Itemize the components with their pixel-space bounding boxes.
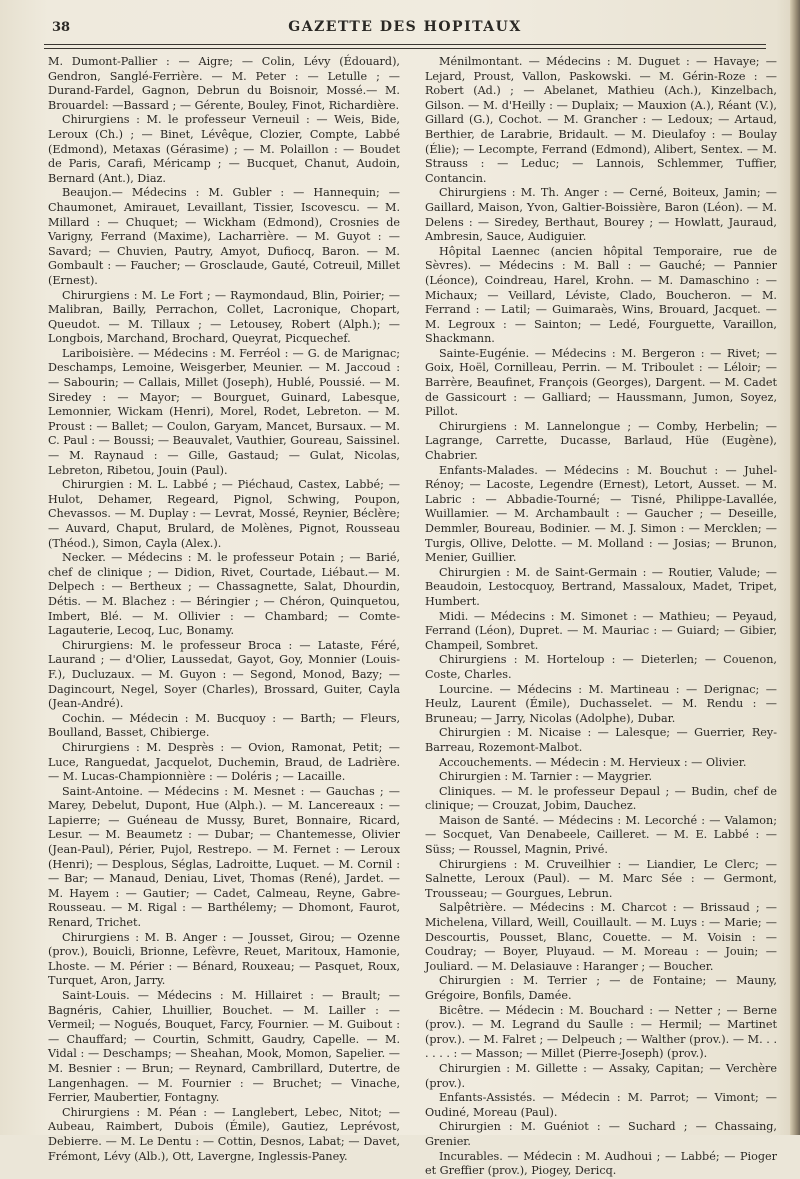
paragraph: Chirurgiens : M. Desprès : — Ovion, Ramonat, Petit; — Luce, Ranguedat, Jacquelot, Duchemin, Braud, de Ladrière. — M. Lucas-Championnière : — Doléris ; — Lacaille. bbox=[48, 740, 400, 784]
paragraph: Chirurgien : M. Nicaise : — Lalesque; — Guerrier, Rey-Barreau, Rozemont-Malbot. bbox=[425, 726, 777, 754]
page-number: 38 bbox=[52, 20, 71, 35]
paragraph: Maison de Santé. — Médecins : M. Lecorché : — Valamon; — Socquet, Van Denabeele, Cailleret. — M. E. Labbé : — Süss; — Roussel, Magnin, Privé. bbox=[425, 813, 777, 857]
paragraph: Chirurgiens : M. Péan : — Langlebert, Lebec, Nitot; — Aubeau, Raimbert, Dubois (Émile), Gautiez, Leprévost, Debierre. — M. Le Dentu : — Cottin, Desnos, Labat; — Davet, Frémont, Lévy (Alb.), Ott, Lavergne, Inglessis-Paney. bbox=[48, 1105, 400, 1163]
paragraph: Chirurgiens : M. Le Fort ; — Raymondaud, Blin, Poirier; — Malibran, Bailly, Perrachon, Collet, Lacronique, Chopart, Queudot. — M. Tillaux ; — Letousey, Robert (Alph.); — Longbois, Marchand, Brochard, Queyrat, Picquechef. bbox=[48, 288, 400, 346]
paragraph: Beaujon.— Médecins : M. Gubler : — Hannequin; — Chaumonet, Amirauet, Levaillant, Tissier, Iscovescu. — M. Millard : — Chuquet; — Wickham (Edmond), Crosnies de Varigny, Ferrand (Maxime), Lacharrière. — M. Guyot : — Savard; — Chuvien, Pautry, Amyot, Dufiocq, Baron. — M. Gombault : — Faucher; — Grosclaude, Gauté, Cotreuil, Millet (Ernest). bbox=[48, 186, 400, 287]
header-rule bbox=[44, 44, 766, 45]
paragraph: Chirurgiens : M. B. Anger : — Jousset, Girou; — Ozenne (prov.), Bouicli, Brionne, Lefèvre, Reuet, Maritoux, Hamonie, Lhoste. — M. Périer : — Bénard, Rouxeau; — Pasquet, Roux, Turquet, Aron, Jarry. bbox=[48, 930, 400, 988]
paragraph: Chirurgien : M. L. Labbé ; — Piéchaud, Castex, Labbé; — Hulot, Dehamer, Regeard, Pignol, Schwing, Poupon, Chevassos. — M. Duplay : — Levrat, Mossé, Reynier, Béclère; — Auvard, Chaput, Brulard, de Molènes, Pignot, Rousseau (Théod.), Simon, Cayla (Alex.). bbox=[48, 478, 400, 550]
running-title: GAZETTE DES HOPITAUX bbox=[288, 19, 522, 35]
paragraph: M. Dumont-Pallier : — Aigre; — Colin, Lévy (Édouard), Gendron, Sanglé-Ferrière. — M. Peter : — Letulle ; — Durand-Fardel, Gagnon, Debrun du Boisnoir, Mossé.— M. Brouardel: —Bassard ; — Gérente, Bouley, Finot, Richardière. bbox=[48, 55, 400, 112]
paragraph: Chirurgiens : M. Th. Anger : — Cerné, Boiteux, Jamin; — Gaillard, Maison, Yvon, Galtier-Boissière, Baron (Léon). — M. Delens : — Siredey, Berthaut, Bourey ; — Howlatt, Jauraud, Ambresin, Sauce, Audiguier. bbox=[425, 186, 777, 244]
left-column bbox=[48, 55, 400, 1164]
paragraph: Salpêtrière. — Médecins : M. Charcot : — Brissaud ; — Michelena, Villard, Weill, Couillault. — M. Luys : — Marie; — Descourtis, Pousset, Blanc, Couette. — M. Voisin : — Coudray; — Boyer, Pluyaud. — M. Moreau : — Jouin; — Jouliard. — M. Delasiauve : Haranger ; — Boucher. bbox=[425, 901, 777, 973]
paragraph: Lourcine. — Médecins : M. Martineau : — Derignac; — Heulz, Laurent (Émile), Duchasselet. — M. Rendu : — Bruneau; — Jarry, Nicolas (Adolphe), Dubar. bbox=[425, 682, 777, 725]
paragraph: Saint-Louis. — Médecins : M. Hillairet : — Brault; — Bagnéris, Cahier, Lhuillier, Bouchet. — M. Lailler : — Vermeil; — Nogués, Bouquet, Farcy, Fournier. — M. Guibout : — Chauffard; — Courtin, Schmitt, Gaudry, Capelle. — M. Vidal : — Deschamps; — Sheahan, Mook, Momon, Sapelier. — M. Besnier : — Brun; — Reynard, Cambrillard, Dutertre, de Langenhagen. — M. Fournier : — Bruchet; — Vinache, Ferrier, Maubertier, Fontagny. bbox=[48, 989, 400, 1105]
paragraph: Necker. — Médecins : M. le professeur Potain ; — Barié, chef de clinique ; — Didion, Rivet, Courtade, Liébaut.— M. Delpech : — Bertheux ; — Chassagnette, Salat, Dhourdin, Détis. — M. Blachez : — Béringier ; — Chéron, Quinquetou, Imbert, Blé. — M. Ollivier : — Chambard; — Comte-Lagauterie, Lecoq, Luc, Bonamy. bbox=[48, 551, 400, 638]
paragraph: Bicêtre. — Médecin : M. Bouchard : — Netter ; — Berne (prov.). — M. Legrand du Saulle : — Hermil; — Martinet (prov.). — M. Falret ; — Delpeuch ; — Walther (prov.). — M. . . . . . . : — Masson; — Millet (Pierre-Joseph) (prov.). bbox=[425, 1003, 777, 1061]
paragraph: Cliniques. — M. le professeur Depaul ; — Budin, chef de clinique; — Crouzat, Jobim, Dauchez. bbox=[425, 784, 777, 813]
paragraph: Chirurgiens : M. Lannelongue ; — Comby, Herbelin; — Lagrange, Carrette, Ducasse, Barlaud, Hüe (Eugène), Chabrier. bbox=[425, 419, 777, 463]
paragraph: Saint-Antoine. — Médecins : M. Mesnet : — Gauchas ; — Marey, Debelut, Dupont, Hue (Alph.). — M. Lancereaux : — Lapierre; — Guéneau de Mussy, Buret, Bonnaire, Ricard, Lesur. — M. Beaumetz : — Dubar; — Chantemesse, Olivier (Jean-Paul), Périer, Pujol, Restrepo. — M. Fernet : — Leroux (Henri); — Desplous, Séglas, Ladroitte, Luquet. — M. Cornil : — Bar; — Manaud, Deniau, Livet, Thomas (René), Jardet. — M. Hayem : — Gautier; — Cadet, Calmeau, Reyne, Gabre-Rousseau. — M. Rigal : — Barthélemy; — Dhomont, Faurot, Renard, Trichet. bbox=[48, 784, 400, 930]
header-rule-thin bbox=[44, 48, 766, 49]
paragraph: Incurables. — Médecin : M. Audhoui ; — Labbé; — Pioger et Greffier (prov.), Piogey, Dericq. bbox=[425, 1149, 777, 1178]
paragraph: Midi. — Médecins : M. Simonet : — Mathieu; — Peyaud, Ferrand (Léon), Dupret. — M. Mauriac : — Guiard; — Gibier, Champeil, Sombret. bbox=[425, 609, 777, 652]
paragraph: Chirurgiens : M. Horteloup : — Dieterlen; — Couenon, Coste, Charles. bbox=[425, 653, 777, 681]
paragraph: Chirurgiens : M. Cruveilhier : — Liandier, Le Clerc; — Salnette, Leroux (Paul). — M. Marc Sée : — Germont, Trousseau; — Gourgues, Lebrun. bbox=[425, 857, 777, 900]
page-header bbox=[44, 14, 766, 40]
paragraph: Chirurgien : M. Terrier ; — de Fontaine; — Mauny, Grégoire, Bonfils, Damée. bbox=[425, 974, 777, 1002]
page-edge-shadow bbox=[790, 0, 800, 1135]
paragraph: Enfants-Malades. — Médecins : M. Bouchut : — Juhel-Rénoy; — Lacoste, Legendre (Ernest), Letort, Ausset. — M. Labric : — Abbadie-Tourné; — Tisné, Philippe-Lavallée, Wuillamier. — M. Archambault : — Gaucher ; — Deseille, Demmler, Boureau, Bodinier. — M. J. Simon : — Mercklen; — Turgis, Ollive, Delotte. — M. Molland : — Josias; — Brunon, Menier, Guillier. bbox=[425, 463, 777, 565]
right-column bbox=[425, 55, 777, 1179]
paragraph: Chirurgiens : M. le professeur Verneuil : — Weis, Bide, Leroux (Ch.) ; — Binet, Lévêque, Clozier, Compte, Labbé (Edmond), Metaxas (Gérasime) ; — M. Polaillon : — Boudet de Paris, Carafi, Méricamp ; — Bucquet, Chanut, Audoin, Bernard (Ant.), Diaz. bbox=[48, 113, 400, 185]
paragraph: Hôpital Laennec (ancien hôpital Temporaire, rue de Sèvres). — Médecins : M. Ball : — Gauché; — Pannier (Léonce), Coindreau, Harel, Krohn. — M. Damaschino : — Michaux; — Veillard, Léviste, Clado, Boucheron. — M. Ferrand : — Latil; — Guimaraès, Wins, Brouard, Jacquet. — M. Legroux : — Sainton; — Ledé, Fourguette, Varaillon, Shackmann. bbox=[425, 244, 777, 346]
paragraph: Chirurgien : M. de Saint-Germain : — Routier, Valude; — Beaudoin, Lestocquoy, Bertrand, Massaloux, Madet, Tripet, Humbert. bbox=[425, 565, 777, 608]
paragraph: Enfants-Assistés. — Médecin : M. Parrot; — Vimont; — Oudiné, Moreau (Paul). bbox=[425, 1091, 777, 1119]
paragraph: Chirurgien : M. Tarnier : — Maygrier. bbox=[439, 770, 653, 784]
paragraph: Chirurgien : M. Gillette : — Assaky, Capitan; — Verchère (prov.). bbox=[425, 1061, 777, 1090]
paragraph: Lariboisière. — Médecins : M. Ferréol : — G. de Marignac; Deschamps, Lemoine, Weisgerber, Meunier. — M. Jaccoud : — Sabourin; — Callais, Millet (Joseph), Hublé, Poussié. — M. Siredey : — Mayor; — Bourguet, Guinard, Labesque, Lemonnier, Wickam (Henri), Morel, Rodet, Lebreton. — M. Proust : — Ballet; — Coulon, Garyam, Mancet, Bursaux. — M. C. Paul : — Boussi; — Beauvalet, Vauthier, Goureau, Saissinel. — M. Raynaud : — Gille, Gastaud; — Gulat, Nicolas, Lebreton, Ribetou, Jouin (Paul). bbox=[48, 346, 401, 477]
paragraph: Chirurgien : M. Guéniot : — Suchard ; — Chassaing, Grenier. bbox=[425, 1120, 777, 1148]
paragraph: Ménilmontant. — Médecins : M. Duguet : — Havaye; — Lejard, Proust, Vallon, Paskowski. — M. Gérin-Roze : — Robert (Ad.) ; — Abelanet, Mathieu (Ach.), Kinzelbach, Gilson. — M. d'Heilly : — Duplaix; — Mauxion (A.), Réant (V.), Gillard (G.), Cochot. — M. Grancher : — Ledoux; — Artaud, Berthier, de Larabrie, Bridault. — M. Dieulafoy : — Boulay (Élie); — Lecompte, Ferrand (Edmond), Alibert, Sentex. — M. Strauss : — Leduc; — Lannois, Schlemmer, Tuffier, Contancin. bbox=[425, 55, 777, 185]
paragraph: Sainte-Eugénie. — Médecins : M. Bergeron : — Rivet; — Goix, Hoël, Cornilleau, Perrin. — M. Triboulet : — Léloir; — Barrère, Beaufinet, François (Georges), Dargent. — M. Cadet de Gassicourt : — Galliard; — Haussmann, Jumon, Soyez, Pillot. bbox=[425, 346, 777, 419]
paragraph: Accouchements. — Médecin : M. Hervieux : — Olivier. bbox=[439, 755, 747, 769]
paragraph: Cochin. — Médecin : M. Bucquoy : — Barth; — Fleurs, Boulland, Basset, Chibierge. bbox=[48, 711, 400, 740]
paragraph: Chirurgiens: M. le professeur Broca : — Lataste, Féré, Laurand ; — d'Olier, Laussedat, Gayot, Goy, Monnier (Louis-F.), Ducluzaux. — M. Guyon : — Segond, Monod, Bazy; — Dagincourt, Negel, Soyer (Charles), Brossard, Guiter, Cayla (Jean-André). bbox=[48, 638, 400, 711]
